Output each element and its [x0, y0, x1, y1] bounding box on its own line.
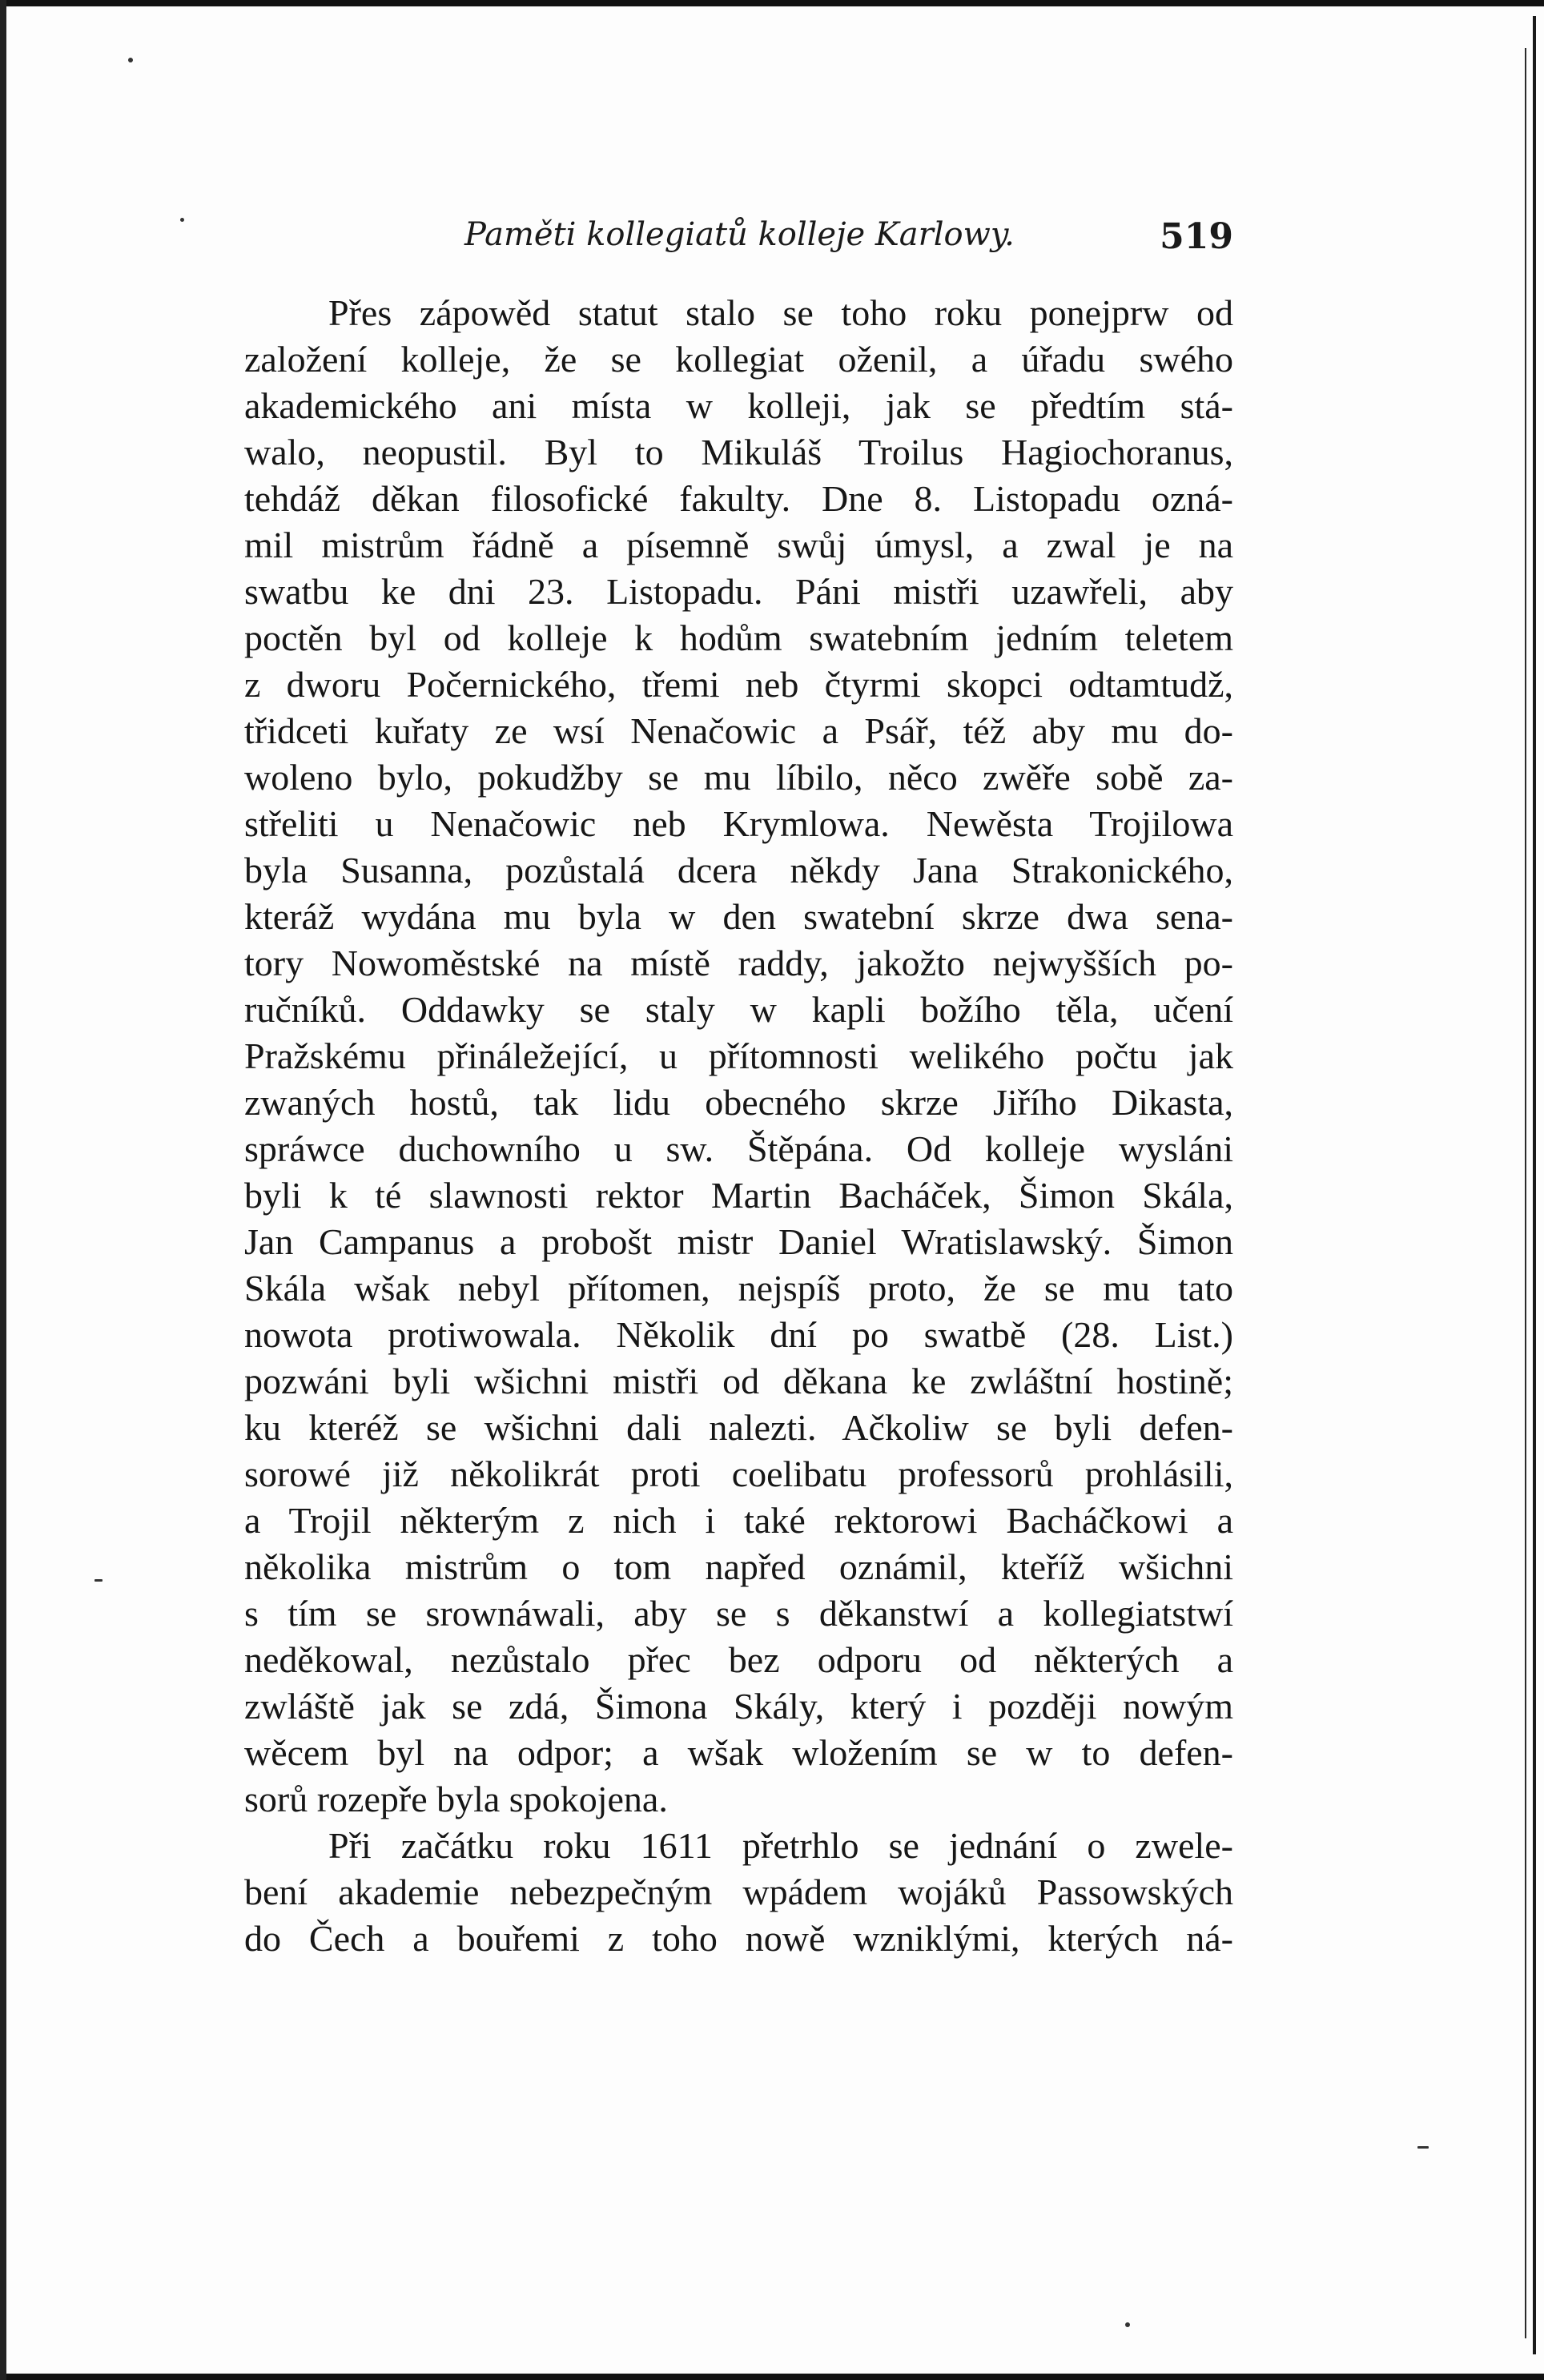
text-line: tehdáž děkan filosofické fakulty. Dne 8. Listopadu ozná- — [244, 478, 1233, 519]
scan-speck — [180, 218, 184, 222]
scan-speck — [1417, 2146, 1429, 2149]
text-line: několika mistrům o tom napřed oznámil, kteříž wšichni — [244, 1546, 1233, 1587]
text-line: Skála wšak nebyl přítomen, nejspíš proto, že se mu tato — [244, 1268, 1233, 1309]
text-line: ručníků. Oddawky se staly w kapli božího těla, učení — [244, 989, 1233, 1030]
scan-edge-bottom — [0, 2374, 1544, 2380]
text-line: do Čech a bouřemi z toho nowě wzniklými, kterých ná- — [244, 1918, 1233, 1959]
text-line: nowota protiwowala. Několik dní po swatbě (28. List.) — [244, 1314, 1233, 1355]
text-line: mil mistrům řádně a písemně swůj úmysl, a zwal je na — [244, 525, 1233, 565]
text-line: a Trojil některým z nich i také rektorowi Bacháčkowi a — [244, 1500, 1233, 1541]
text-line: Pražskému přináležející, u přítomnosti welikého počtu jak — [244, 1035, 1233, 1076]
text-line: byli k té slawnosti rektor Martin Bacháček, Šimon Skála, — [244, 1175, 1233, 1216]
text-line: tory Nowoměstské na místě raddy, jakožto nejwyšších po- — [244, 943, 1233, 983]
page-header — [244, 216, 1233, 264]
text-line: Jan Campanus a probošt mistr Daniel Wratislawský. Šimon — [244, 1221, 1233, 1262]
text-line: swatbu ke dni 23. Listopadu. Páni mistři uzawřeli, aby — [244, 571, 1233, 612]
scan-edge-right — [1533, 16, 1536, 2354]
text-line: akademického ani místa w kolleji, jak se předtím stá- — [244, 385, 1233, 426]
scan-speck — [128, 58, 133, 62]
scan-edge-left — [0, 0, 6, 2380]
text-line: spráwce duchowního u sw. Štěpána. Od kolleje wysláni — [244, 1128, 1233, 1169]
text-line: ku kteréž se wšichni dali nalezti. Ačkoliw se byli defen- — [244, 1407, 1233, 1448]
text-line: sorowé již několikrát proti coelibatu professorů prohlásili, — [244, 1453, 1233, 1494]
text-line: poctěn byl od kolleje k hodům swatebním jedním teletem — [244, 617, 1233, 658]
text-line: bení akademie nebezpečným wpádem wojáků Passowských — [244, 1871, 1233, 1912]
page-number: 519 — [1160, 216, 1233, 257]
scan-speck — [1125, 2322, 1130, 2327]
paragraph — [244, 290, 1233, 1823]
text-line: střeliti u Nenačowic neb Krymlowa. Newěsta Trojilowa — [244, 803, 1233, 844]
paragraph — [244, 1823, 1233, 1962]
text-line: neděkowal, nezůstalo přec bez odporu od některých a — [244, 1639, 1233, 1680]
text-line: zwaných hostů, tak lidu obecného skrze Jiřího Dikasta, — [244, 1082, 1233, 1123]
text-line: založení kolleje, že se kollegiat oženil, a úřadu swého — [244, 339, 1233, 380]
text-line: z dworu Počernického, třemi neb čtyrmi skopci odtamtudž, — [244, 664, 1233, 705]
scan-edge-right-inner — [1525, 48, 1526, 2338]
text-line: s tím se srownáwali, aby se s děkanstwí a kollegiatstwí — [244, 1593, 1233, 1634]
scan-speck — [94, 1579, 103, 1582]
text-line: kteráž wydána mu byla w den swatební skrze dwa sena- — [244, 896, 1233, 937]
scan-edge-top — [0, 0, 1544, 6]
text-line: woleno bylo, pokudžby se mu líbilo, něco zwěře sobě za- — [244, 757, 1233, 798]
running-title: Paměti kollegiatů kolleje Karlowy. — [464, 216, 1015, 253]
text-line: sorů rozepře byla spokojena. — [244, 1779, 668, 1819]
text-line: walo, neopustil. Byl to Mikuláš Troilus Hagiochoranus, — [244, 432, 1233, 472]
text-line: zwláště jak se zdá, Šimona Skály, který i později nowým — [244, 1686, 1233, 1727]
text-line: pozwáni byli wšichni mistři od děkana ke zwláštní hostině; — [244, 1361, 1233, 1401]
body-text — [244, 290, 1233, 1962]
text-line: wěcem byl na odpor; a wšak wložením se w to defen- — [244, 1732, 1233, 1773]
text-line: Při začátku roku 1611 přetrhlo se jednání o zwele- — [328, 1825, 1233, 1866]
text-line: byla Susanna, pozůstalá dcera někdy Jana Strakonického, — [244, 850, 1233, 890]
text-line: třidceti kuřaty ze wsí Nenačowic a Psář, též aby mu do- — [244, 710, 1233, 751]
text-line: Přes zápowěd statut stalo se toho roku ponejprw od — [328, 292, 1233, 333]
